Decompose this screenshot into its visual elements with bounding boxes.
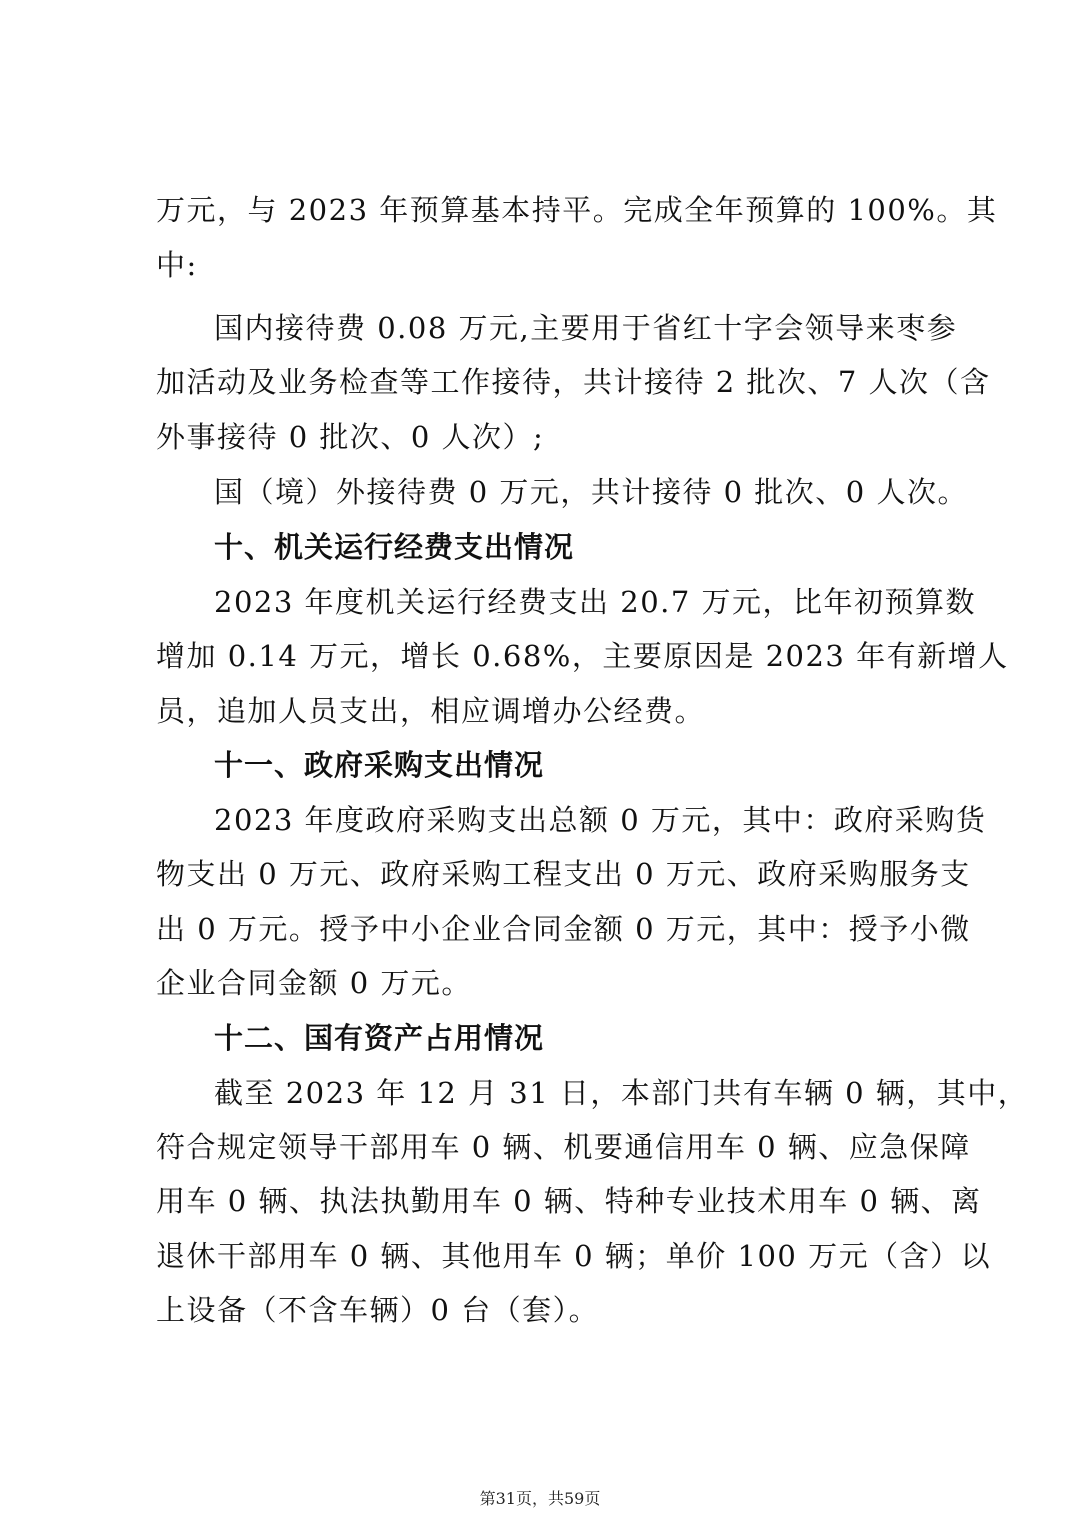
paragraph-line: 退休干部用车 0 辆、其他用车 0 辆；单价 100 万元（含）以	[156, 1239, 992, 1273]
paragraph-line: 用车 0 辆、执法执勤用车 0 辆、特种专业技术用车 0 辆、离	[156, 1184, 982, 1218]
section-heading-10: 十、机关运行经费支出情况	[214, 530, 575, 564]
paragraph-line: 国（境）外接待费 0 万元，共计接待 0 批次、0 人次。	[214, 475, 968, 509]
paragraph-line: 物支出 0 万元、政府采购工程支出 0 万元、政府采购服务支	[156, 857, 971, 891]
paragraph-line: 2023 年度机关运行经费支出 20.7 万元，比年初预算数	[214, 585, 977, 619]
section-heading-12: 十二、国有资产占用情况	[214, 1021, 545, 1055]
paragraph-line: 加活动及业务检查等工作接待，共计接待 2 批次、7 人次（含	[156, 365, 991, 399]
paragraph-line: 万元，与 2023 年预算基本持平。完成全年预算的 100%。其	[156, 193, 998, 227]
paragraph-line: 出 0 万元。授予中小企业合同金额 0 万元，其中：授予小微	[156, 912, 971, 946]
paragraph-line: 上设备（不含车辆）0 台（套）。	[156, 1293, 600, 1327]
paragraph-line: 企业合同金额 0 万元。	[156, 966, 472, 1000]
paragraph-line: 2023 年度政府采购支出总额 0 万元，其中：政府采购货	[214, 803, 987, 837]
section-heading-11: 十一、政府采购支出情况	[214, 748, 545, 782]
paragraph-line: 中:	[156, 248, 198, 282]
paragraph-line: 国内接待费 0.08 万元,主要用于省红十字会领导来枣参	[214, 311, 958, 345]
paragraph-line: 外事接待 0 批次、0 人次）;	[156, 420, 545, 454]
page-number: 第31页，共59页	[479, 1489, 601, 1508]
paragraph-line: 增加 0.14 万元，增长 0.68%，主要原因是 2023 年有新增人	[156, 639, 1009, 673]
paragraph-line: 符合规定领导干部用车 0 辆、机要通信用车 0 辆、应急保障	[156, 1130, 971, 1164]
paragraph-line: 员，追加人员支出，相应调增办公经费。	[156, 694, 706, 728]
paragraph-line: 截至 2023 年 12 月 31 日，本部门共有车辆 0 辆，其中，	[214, 1076, 1029, 1110]
